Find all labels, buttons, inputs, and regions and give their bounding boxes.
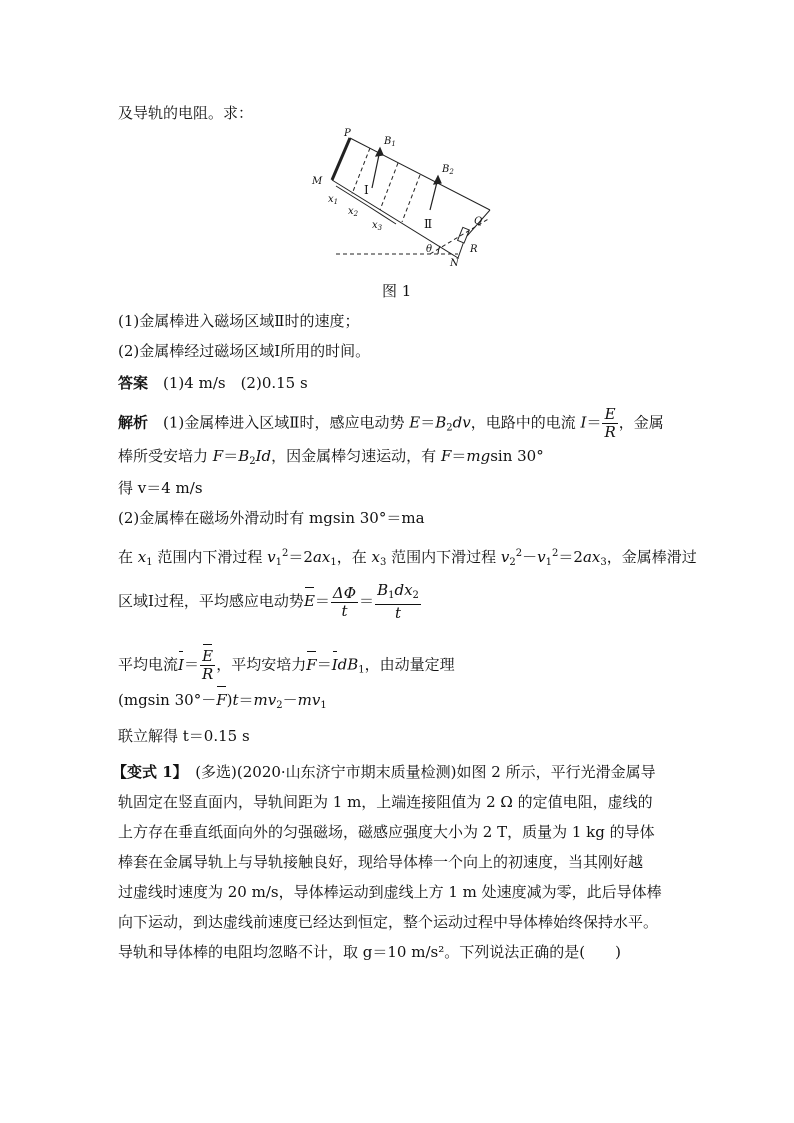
region2-boundary <box>402 175 420 222</box>
label-b1: $B_1$ <box>384 136 396 148</box>
label-x1: $x_1$ <box>328 194 339 206</box>
lower-rail <box>332 180 458 258</box>
variant-line-1: 【变式 1】 (多选)(2020·山东济宁市期末质量检测)如图 2 所示，平行光滑金属导 <box>112 763 656 781</box>
analysis-line-3: 得 v＝4 m/s <box>118 479 203 497</box>
variant-line-4: 棒套在金属导轨上与导轨接触良好，现给导体棒一个向上的初速度，当其刚好越 <box>118 853 644 871</box>
label-b2: $B_2$ <box>442 164 454 176</box>
analysis-line-2: 棒所受安培力 $F=B_2Id$，因金属棒匀速运动，有 F＝mgsin 30° <box>118 447 544 467</box>
b2-arrow-head <box>434 176 441 184</box>
variant-line-6: 向下运动，到达虚线前速度已经达到恒定，整个运动过程中导体棒始终保持水平。 <box>118 913 659 931</box>
analysis-line-1: 解析 (1)金属棒进入区域Ⅱ时，感应电动势 $E=B_2dv$，电路中的电流 I＝ $\frac{E}{R}$ ，金属 <box>118 405 664 441</box>
label-q: Q <box>474 216 483 227</box>
analysis-label: 解析 <box>118 413 149 432</box>
label-n: N <box>450 258 459 268</box>
theta-arc <box>438 246 440 254</box>
variant-line-7: 导轨和导体棒的电阻均忽略不计，取 g＝10 m/s²。下列说法正确的是( ) <box>118 943 621 961</box>
variant-line-5: 过虚线时速度为 20 m/s，导体棒运动到虚线上方 1 m 处速度减为零，此后导体棒 <box>118 883 662 901</box>
label-x2: $x_2$ <box>348 206 359 218</box>
metal-rod-mn <box>332 138 350 180</box>
analysis-line-8: (mgsin $30^\circ-F)t=mv_2-mv_1$ <box>118 691 327 711</box>
label-region2: Ⅱ <box>424 217 433 231</box>
resistor-r <box>458 227 470 243</box>
label-region1: Ⅰ <box>364 183 369 197</box>
label-r: R <box>470 244 478 255</box>
rail-end-lower <box>458 241 464 258</box>
region1-boundary-b <box>380 163 398 210</box>
figure-caption: 图 1 <box>382 282 412 300</box>
answer-text: (1)4 m/s (2)0.15 s <box>163 374 308 392</box>
analysis-line-7: 平均电流I＝ $\frac{E}{R}$ ，平均安培力F＝IdB$_1$，由动量定理 <box>118 647 455 683</box>
variant-line-2: 轨固定在竖直面内，导轨间距为 1 m，上端连接阻值为 2 Ω 的定值电阻，虚线的 <box>118 793 653 811</box>
analysis-line-5: 在 $x_1$ 范围内下滑过程 $v_1^2=2ax_1$，在 $x_3$ 范围内下滑过程 $v_2^2-v_1^2=2ax_3$，金属棒滑过 <box>118 548 697 568</box>
label-x3: $x_3$ <box>372 220 383 232</box>
label-theta: θ <box>426 244 433 255</box>
variant-line-3: 上方存在垂直纸面向外的匀强磁场，磁感应强度大小为 2 T，质量为 1 kg 的导体 <box>118 823 655 841</box>
analysis-line-6: 区域Ⅰ过程，平均感应电动势E＝ $\frac{\Delta\Phi}{t}$ ＝ $\frac{B_1dx_2}{t}$ <box>118 581 419 622</box>
intro-text: 及导轨的电阻。求： <box>118 104 254 122</box>
analysis-line-9: 联立解得 t＝0.15 s <box>118 727 250 745</box>
variant-label: 【变式 1】 <box>112 763 181 781</box>
answer-line <box>118 373 308 393</box>
analysis-line-4: (2)金属棒在磁场外滑动时有 mgsin 30°＝ma <box>118 509 425 527</box>
answer-label: 答案 <box>118 374 149 392</box>
question-1: (1)金属棒进入磁场区域Ⅱ时的速度； <box>118 312 360 330</box>
label-p: P <box>344 128 351 139</box>
question-2: (2)金属棒经过磁场区域Ⅰ所用的时间。 <box>118 342 371 360</box>
label-m: M <box>312 176 323 187</box>
figure-inclined-rails <box>300 128 500 268</box>
upper-rail <box>350 138 490 210</box>
